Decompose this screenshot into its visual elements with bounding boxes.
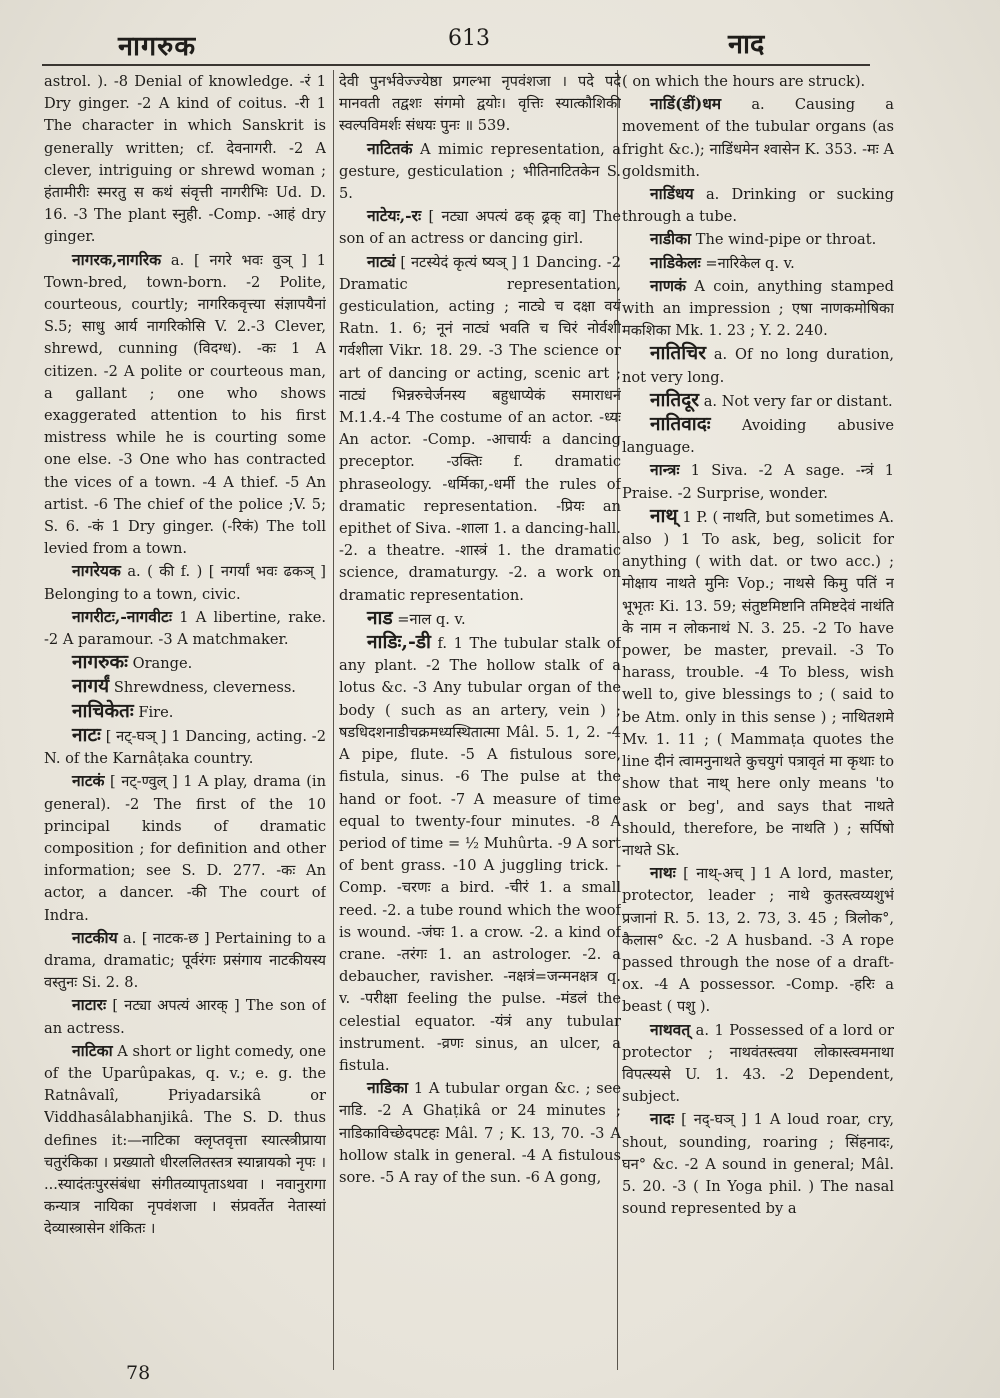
entry-headword: नाटिका	[72, 1040, 113, 1060]
entry-text: =नारिकेल q. v.	[705, 254, 795, 272]
entry-text: 1 Siva. -2 A sage. -न्त्रं 1 Praise. -2 Surprise, wonder.	[622, 462, 894, 502]
dictionary-entry	[622, 862, 894, 1018]
entry-headword: नाडिं(डीं)धम	[650, 94, 722, 114]
entry-headword: नादः	[650, 1109, 675, 1129]
entry-headword: नाचिकेतः	[72, 699, 134, 722]
entry-text: A short or light comedy, one of the Uparûpakas, q. v.; e. g. the Ratnâvalî, Priyadarsikâ or Viddhasâlabhanjikâ. The S. D. thus defines it:—नाटिका क्लृप्तवृत्ता स्यात्स्त्रीप्राया चतुरंकिका । प्रख्यातो धीरललितस्तत्र स्यान्नायको नृपः । ...स्यादंतःपुरसंबंधा संगीतव्यापृताऽथवा । नवानुरागा कन्यात्र नायिका नृपवंशजा । संप्रवर्तेत नेतास्यां देव्यास्त्रासेन शंकितः ।	[44, 1042, 326, 1238]
entry-headword: नातिदूर	[650, 388, 700, 411]
entry-headword: नाडीका	[650, 229, 692, 249]
dictionary-entry	[44, 994, 326, 1039]
dictionary-entry	[622, 459, 894, 504]
signature-mark: 78	[126, 1362, 151, 1384]
entry-text: [ नट्-ण्वुल् ] 1 A play, drama (in general). -2 The first of the 10 principal kinds of dramatic composition ; for definition and other information; see S. D. 277. -कः An actor, a dancer. -की The court of Indra.	[44, 773, 326, 924]
dictionary-entry	[339, 138, 621, 206]
entry-headword: नाणकं	[650, 275, 686, 295]
dictionary-entry	[339, 251, 621, 607]
entry-headword: नाटितकं	[367, 138, 413, 158]
entry-headword: नाटकं	[72, 771, 105, 791]
entry-headword: नाट्यं	[367, 251, 396, 271]
entry-text: देवी पुनर्भवेज्ज्येष्ठा प्रगल्भा नृपवंशजा । पदे पदे मानवती तद्वशः संगमो द्वयोः। वृत्तिः स्यात्कौशिकी स्वल्पविमर्शः संधयः पुनः ॥ 539.	[339, 73, 621, 135]
dictionary-entry	[622, 228, 894, 251]
entry-headword: नाडिकेलः	[650, 252, 701, 272]
entry-headword: नाथः	[650, 863, 676, 883]
entry-headword: नातिचिर	[650, 342, 706, 365]
dictionary-entry	[44, 70, 326, 249]
entry-headword: नान्त्रः	[650, 460, 680, 480]
entry-text: 1 A tubular organ &c. ; see नाडि. -2 A Ghaṭikâ or 24 minutes ; नाडिकाविच्छेदपटहः Mâl. 7 ; K. 13, 70. -3 A hollow stalk in general. -4 A fistulous sore. -5 A ray of the sun. -6 A gong,	[339, 1080, 621, 1186]
entry-text: f. 1 The tubular stalk of any plant. -2 The hollow stalk of a lotus &c. -3 Any tubular organ of the body ( such as an artery, vein ) ; षडधिदशनाडीचक्रमध्यस्थितात्मा Mâl. 5. 1, 2. -4 A pipe, flute. -5 A fistulous sore, fistula, sinus. -6 The pulse at the hand or foot. -7 A measure of time equal to twenty-four minutes. -8 A period of time = ½ Muhûrta. -9 A sort of bent grass. -10 A juggling trick. -Comp. -चरणः a bird. -चीरं 1. a small reed. -2. a tube round which the woof is wound. -जंघः 1. a crow. -2. a kind of crane. -तरंगः 1. an astrologer. -2. a debaucher, ravisher. -नक्षत्रं=जन्मनक्षत्र q. v. -परीक्षा feeling the pulse. -मंडलं the celestial equator. -यंत्रं any tubular instrument. -व्रणः sinus, an ulcer, a fistula.	[339, 635, 621, 1074]
entry-text: [ नट्या अपत्यं ढक् ढ्रक् वा] The son of an actress or dancing girl.	[339, 208, 621, 248]
page-number: 613	[448, 26, 490, 51]
entry-headword: नाटः	[72, 723, 101, 746]
column-1	[44, 70, 326, 1360]
dictionary-entry	[622, 413, 894, 459]
dictionary-entry	[339, 607, 621, 631]
header-guide-word-right: नाद	[728, 29, 765, 60]
dictionary-entry	[622, 252, 894, 275]
dictionary-entry	[622, 505, 894, 862]
entry-text: [ नट्या अपत्यं आरक् ] The son of an actress.	[44, 997, 326, 1037]
entry-text: a. ( की f. ) [ नगर्यां भवः ढकञ् ] Belonging to a town, civic.	[44, 563, 326, 603]
entry-headword: नाडिः,-डी	[367, 631, 431, 654]
dictionary-entry	[339, 1077, 621, 1189]
column-3	[622, 70, 894, 1360]
entry-text: a. Drinking or sucking through a tube.	[622, 186, 894, 226]
entry-headword: नातिवादः	[650, 413, 711, 436]
entry-headword: नागरेयक	[72, 561, 121, 581]
entry-text: =नाल q. v.	[397, 610, 466, 628]
column-2	[339, 70, 621, 1360]
entry-text: 1 P. ( नाथति, but sometimes A. also ) 1 To ask, beg, solicit for anything ( with dat. or two acc.) ; मोक्षाय नाथते मुनिः Vop.; नाथसे किमु पतिं न भूभृतः Ki. 13. 59; संतुष्टमिष्टानि तमिष्टदेवं नाथंति के नाम न लोकनाथं N. 3. 25. -2 To have power, be master, prevail. -3 To harass, trouble. -4 To bless, wish well to, give blessings to ; ( said to be Atm. only in this sense ) ; नाथितशमे Mv. 1. 11 ; ( Mammaṭa quotes the line दीनं त्वामनुनाथते कुचयुगं पत्रावृतं मा कृथाः to show that नाथ् here only means 'to ask or beg', and says that नाथते should, therefore, be नाथति ) ; सर्पिषो नाथते Sk.	[622, 508, 894, 859]
entry-text: The wind-pipe or throat.	[695, 231, 877, 249]
entry-headword: नाथ्	[650, 504, 678, 527]
header-guide-word-left: नागरुक	[118, 31, 197, 62]
dictionary-entry	[622, 275, 894, 343]
dictionary-entry	[44, 606, 326, 651]
dictionary-entry	[44, 700, 326, 724]
entry-text: Avoiding abusive language.	[622, 417, 894, 457]
entry-headword: नाटकीय	[72, 927, 118, 947]
entry-headword: नाथवत्	[650, 1019, 691, 1039]
dictionary-entry	[622, 1108, 894, 1220]
dictionary-entry	[44, 651, 326, 675]
entry-text: a. [ नाटक-छ ] Pertaining to a drama, dramatic; पूर्वरंगः प्रसंगाय नाटकीयस्य वस्तुनः Si. 2. 8.	[44, 929, 326, 992]
entry-headword: नागरीटः,-नागवीटः	[72, 606, 172, 626]
dictionary-entry	[622, 93, 894, 183]
entry-text: [ नट्-घञ् ] 1 Dancing, acting. -2 N. of the Karnâṭaka country.	[44, 727, 326, 768]
dictionary-entry	[622, 183, 894, 228]
dictionary-entry	[44, 1040, 326, 1241]
dictionary-entry	[44, 675, 326, 699]
entry-headword: नाटारः	[72, 995, 107, 1015]
dictionary-entry	[339, 70, 621, 138]
entry-text: a. 1 Possessed of a lord or protector ; नाथवंतस्त्वया लोकास्त्वमनाथा विपत्स्यसे U. 1. 43. -2 Dependent, subject.	[622, 1021, 894, 1106]
dictionary-entry	[339, 205, 621, 250]
entry-text: A mimic representation, a gesture, gesticulation ; भीतिनाटितकेन S. 5.	[339, 140, 621, 203]
dictionary-entry	[44, 560, 326, 605]
entry-headword: नाडिंधय	[650, 184, 694, 204]
entry-text: [ नटस्येदं कृत्यं ष्यञ् ] 1 Dancing. -2 Dramatic representation, gesticulation, acting ; नाट्ये च दक्षा वयं Ratn. 1. 6; नूनं नाट्यं भवति च चिरं नोर्वशी गर्वशीला Vikr. 18. 29. -3 The science or art of dancing or acting, scenic art ; नाट्यं भिन्नरुचेर्जनस्य बहुधाप्येकं समाराधनं M.1.4.-4 The costume of an actor. -ध्यः An actor. -Comp. -आचार्यः a dancing preceptor. -उक्तिः f. dramatic phraseology. -धर्मिका,-धर्मी the rules of dramatic representation. -प्रियः an epithet of Siva. -शाला 1. a dancing-hall. -2. a theatre. -शास्त्रं 1. the dramatic science, dramaturgy. -2. a work on dramatic representation.	[339, 253, 621, 604]
entry-text: [ नाथ्-अच् ] 1 A lord, master, protector, leader ; नाथे कुतस्त्वय्यशुभं प्रजानां R. 5. 13, 2. 73, 3. 45 ; त्रिलोक°, कैलास° &c. -2 A husband. -3 A rope passed through the nose of a draft-ox. -4 A possessor. -Comp. -हरिः a beast ( पशु ).	[622, 865, 894, 1016]
column-divider	[333, 70, 334, 1370]
entry-text: Fire.	[138, 703, 174, 721]
dictionary-entry	[44, 249, 326, 561]
dictionary-entry	[622, 1019, 894, 1109]
entry-text: 1 A libertine, rake. -2 A paramour. -3 A matchmaker.	[44, 608, 326, 649]
entry-text: a. Of no long duration, not very long.	[622, 346, 894, 386]
entry-text: a. Not very far or distant.	[703, 392, 893, 410]
entry-headword: नाड	[367, 606, 393, 629]
entry-text: A coin, anything stamped with an impression ; एषा नाणकमोषिका मकशिका Mk. 1. 23 ; Y. 2. 240.	[622, 277, 894, 340]
dictionary-entry	[622, 342, 894, 388]
entry-headword: नागरक,नागरिक	[72, 249, 162, 269]
entry-headword: नाटेयः,-रः	[367, 206, 422, 226]
header-rule	[42, 64, 870, 66]
entry-headword: नागरुकः	[72, 651, 128, 674]
dictionary-entry	[622, 389, 894, 413]
dictionary-entry	[339, 631, 621, 1077]
dictionary-entry	[44, 724, 326, 770]
entry-headword: नागर्यं	[72, 675, 110, 698]
entry-text: a. Causing a movement of the tubular organs (as fright &c.); नाडिंधमेन श्वासेन K. 353. -मः A goldsmith.	[622, 96, 894, 180]
dictionary-entry	[44, 927, 326, 995]
dictionary-entry	[44, 770, 326, 926]
entry-text: ( on which the hours are struck).	[622, 73, 866, 90]
entry-text: Orange.	[132, 655, 193, 673]
entry-text: [ नद्-घञ् ] 1 A loud roar, cry, shout, sounding, roaring ; सिंहनादः, घन° &c. -2 A sound in general; Mâl. 5. 20. -3 ( In Yoga phil. ) The nasal sound represented by a	[622, 1111, 894, 1218]
entry-text: astrol. ). -8 Denial of knowledge. -रं 1 Dry ginger. -2 A kind of coitus. -री 1 The character in which Sanskrit is generally written; cf. देवनागरी. -2 A clever, intriguing or shrewd woman ; हंतामीरीः स्मरतु स कथं संवृत्ती नागरीभिः Ud. D. 16. -3 The plant स्नुही. -Comp. -आहं dry ginger.	[44, 73, 326, 246]
entry-text: a. [ नगरे भवः वुञ् ] 1 Town-bred, town-born. -2 Polite, courteous, courtly; नागरिकवृत्त्या संज्ञापयैनां S.5; साधु आर्य नागरिकोसि V. 2.-3 Clever, shrewd, cunning (विदग्ध). -कः 1 A citizen. -2 A polite or courteous man, a gallant ; one who shows exaggerated attention to his first mistress while he is courting some one else. -3 One who has contracted the vices of a town. -4 A thief. -5 An artist. -6 The chief of the police ;V. 5; S. 6. -कं 1 Dry ginger. (-रिकं) The toll levied from a town.	[44, 251, 326, 558]
dictionary-entry	[622, 70, 894, 93]
entry-text: Shrewdness, cleverness.	[113, 679, 296, 697]
entry-headword: नाडिका	[367, 1078, 409, 1098]
